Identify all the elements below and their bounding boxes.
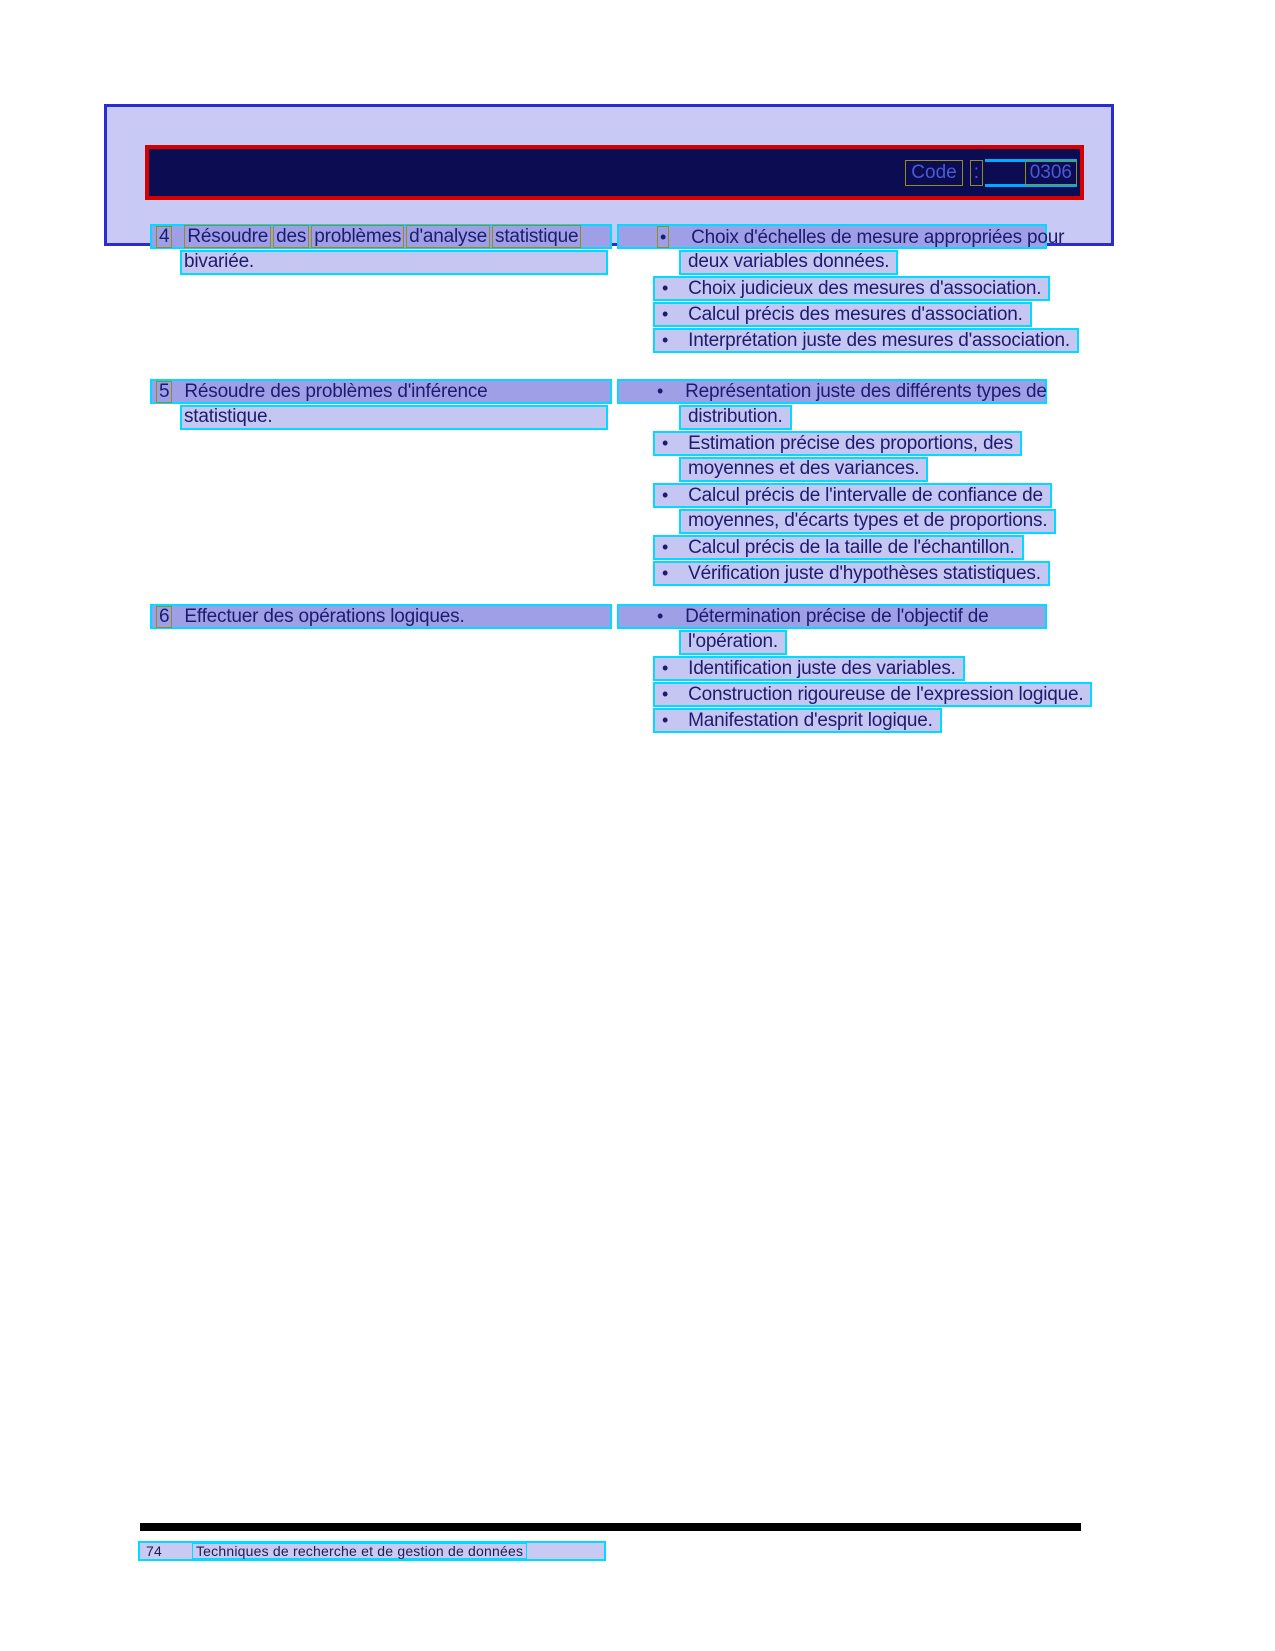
bullet-icon: • (662, 537, 669, 557)
objective-4-statement (150, 224, 612, 276)
criterion-text: Interprétation juste des mesures d'association. (688, 330, 1070, 351)
code-highlight-strip (985, 159, 1077, 187)
bullet-icon: • (657, 226, 669, 248)
bullet-icon: • (657, 606, 664, 626)
title-bar (145, 145, 1084, 200)
objective-4-number: 4 (156, 226, 172, 248)
code-value: 0306 (1025, 161, 1077, 185)
objective-5-criteria (617, 379, 1047, 587)
criterion-text: Détermination précise de l'objectif de (685, 606, 989, 627)
objective-4-title-row (150, 224, 612, 249)
bullet-icon: • (657, 381, 664, 401)
title-word: statistique (492, 225, 581, 248)
title-word: d'analyse (406, 225, 490, 248)
footer-rule (140, 1523, 1081, 1531)
criterion-text: Choix judicieux des mesures d'association. (688, 278, 1042, 299)
objective-item-4 (150, 224, 1070, 354)
criterion-text: Construction rigoureuse de l'expression logique. (688, 684, 1084, 705)
criterion-text: Calcul précis de l'intervalle de confiance de (688, 485, 1043, 506)
objective-4-title-line2: bivariée. (180, 250, 608, 275)
objective-5-title-row (150, 379, 612, 404)
page-number: 74 (146, 1543, 162, 1559)
criterion-line (653, 682, 1092, 707)
code-colon: : (970, 160, 983, 186)
bullet-icon: • (662, 563, 669, 583)
objective-6-number: 6 (156, 606, 172, 628)
footer (138, 1541, 606, 1561)
objective-5-title-line2: statistique. (180, 405, 608, 430)
title-word: Résoudre (184, 225, 271, 248)
bullet-icon: • (662, 330, 669, 350)
criterion-text: moyennes et des variances. (679, 457, 928, 482)
objective-6-title-row (150, 604, 612, 629)
code-label: Code (905, 160, 962, 186)
criterion-line (653, 328, 1079, 353)
objective-6-criteria (617, 604, 1084, 734)
bullet-icon: • (662, 278, 669, 298)
criterion-text: Représentation juste des différents types de (685, 381, 1047, 402)
objective-5-statement (150, 379, 612, 431)
objective-5-title: Résoudre des problèmes d'inférence (184, 381, 488, 402)
criterion-line (653, 561, 1050, 586)
criterion-text: l'opération. (679, 630, 787, 655)
criterion-line (653, 276, 1050, 301)
title-word: des (273, 225, 309, 248)
criterion-line (653, 535, 1024, 560)
criterion-line (617, 224, 1065, 249)
objectives-table (150, 224, 1084, 734)
criterion-text: distribution. (679, 405, 792, 430)
criterion-line (617, 379, 1047, 404)
criterion-text: Calcul précis des mesures d'association. (688, 304, 1023, 325)
objective-item-6 (150, 604, 1084, 734)
criterion-line (653, 483, 1052, 508)
criterion-line (653, 656, 965, 681)
criterion-text: Estimation précise des proportions, des (688, 433, 1013, 454)
criterion-text: Choix d'échelles de mesure appropriées pour (691, 227, 1065, 248)
bullet-icon: • (662, 485, 669, 505)
bullet-icon: • (662, 684, 669, 704)
bullet-icon: • (662, 710, 669, 730)
bullet-icon: • (662, 658, 669, 678)
objective-item-5 (150, 379, 1050, 587)
title-word: problèmes (311, 225, 404, 248)
objective-4-criteria (617, 224, 1070, 354)
objective-5-number: 5 (156, 381, 172, 403)
criterion-text: Calcul précis de la taille de l'échantillon. (688, 537, 1015, 558)
criterion-line (653, 431, 1022, 456)
criterion-text: Vérification juste d'hypothèses statistiques. (688, 563, 1041, 584)
objective-6-statement (150, 604, 612, 630)
footer-doc-title: Techniques de recherche et de gestion de données (192, 1543, 527, 1559)
objective-6-title: Effectuer des opérations logiques. (184, 606, 465, 627)
criterion-line (653, 302, 1032, 327)
criterion-line (617, 604, 1047, 629)
criterion-text: Manifestation d'esprit logique. (688, 710, 933, 731)
bullet-icon: • (662, 433, 669, 453)
criterion-line (653, 708, 942, 733)
bullet-icon: • (662, 304, 669, 324)
criterion-text: Identification juste des variables. (688, 658, 956, 679)
criterion-text: moyennes, d'écarts types et de proportions. (679, 509, 1056, 534)
criterion-text: deux variables données. (679, 250, 898, 275)
